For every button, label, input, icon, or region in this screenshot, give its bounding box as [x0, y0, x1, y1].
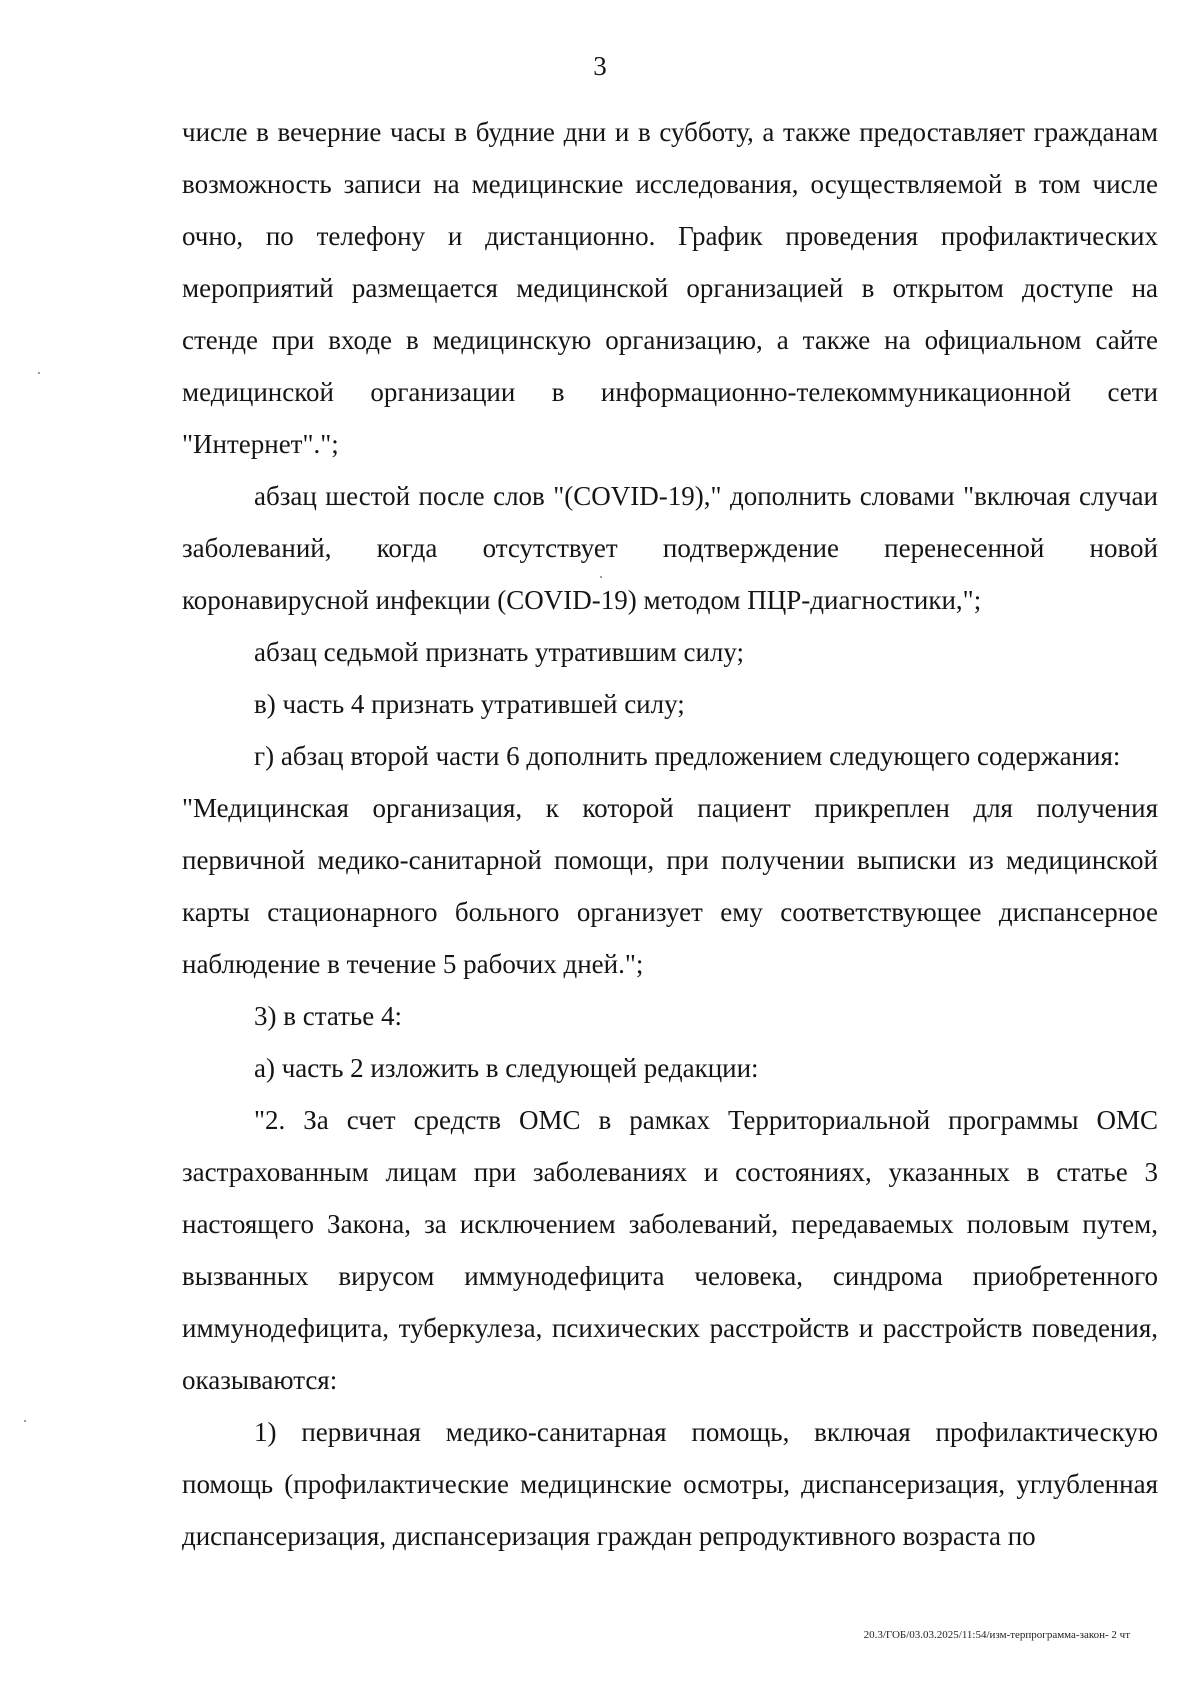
document-body [182, 106, 1158, 1562]
scan-speck [24, 1420, 26, 1422]
paragraph-5: г) абзац второй части 6 дополнить предложением следующего содержания: [254, 741, 1121, 771]
paragraph-4: в) часть 4 признать утратившей силу; [254, 689, 685, 719]
paragraph-2: абзац шестой после слов "(COVID-19)," дополнить словами "включая случаи заболеваний, когда отсутствует подтверждение перенесенной новой коронавирусной инфекции (COVID-19) методом ПЦР-диагностики,"; [182, 481, 1158, 615]
paragraph-7: 3) в статье 4: [254, 1001, 402, 1031]
page-number: 3 [593, 51, 607, 81]
paragraph-1: числе в вечерние часы в будние дни и в субботу, а также предоставляет гражданам возможность записи на медицинские исследования, осуществляемой в том числе очно, по телефону и дистанционно. График проведения профилактических мероприятий размещается медицинской организацией в открытом доступе на стенде при входе в медицинскую организацию, а также на официальном сайте медицинской организации в информационно-телекоммуникационной сети "Интернет"."; [182, 117, 1158, 459]
paragraph-8: а) часть 2 изложить в следующей редакции: [254, 1053, 759, 1083]
scan-speck [600, 576, 602, 578]
paragraph-3: абзац седьмой признать утратившим силу; [254, 637, 745, 667]
footer-document-code: 20.3/ГОБ/03.03.2025/11:54/изм-терпрограмма-закон- 2 чт [863, 1629, 1130, 1641]
scan-speck [38, 372, 40, 374]
paragraph-10: 1) первичная медико-санитарная помощь, включая профилактическую помощь (профилактические медицинские осмотры, диспансеризация, углубленная диспансеризация, диспансеризация граждан репродуктивного возраста по [182, 1417, 1158, 1551]
paragraph-6: "Медицинская организация, к которой пациент прикреплен для получения первичной медико-санитарной помощи, при получении выписки из медицинской карты стационарного больного организует ему соответствующее диспансерное наблюдение в течение 5 рабочих дней."; [182, 793, 1158, 979]
paragraph-9: "2. За счет средств ОМС в рамках Территориальной программы ОМС застрахованным лицам при заболеваниях и состояниях, указанных в статье 3 настоящего Закона, за исключением заболеваний, передаваемых половым путем, вызванных вирусом иммунодефицита человека, синдрома приобретенного иммунодефицита, туберкулеза, психических расстройств и расстройств поведения, оказываются: [182, 1105, 1158, 1395]
